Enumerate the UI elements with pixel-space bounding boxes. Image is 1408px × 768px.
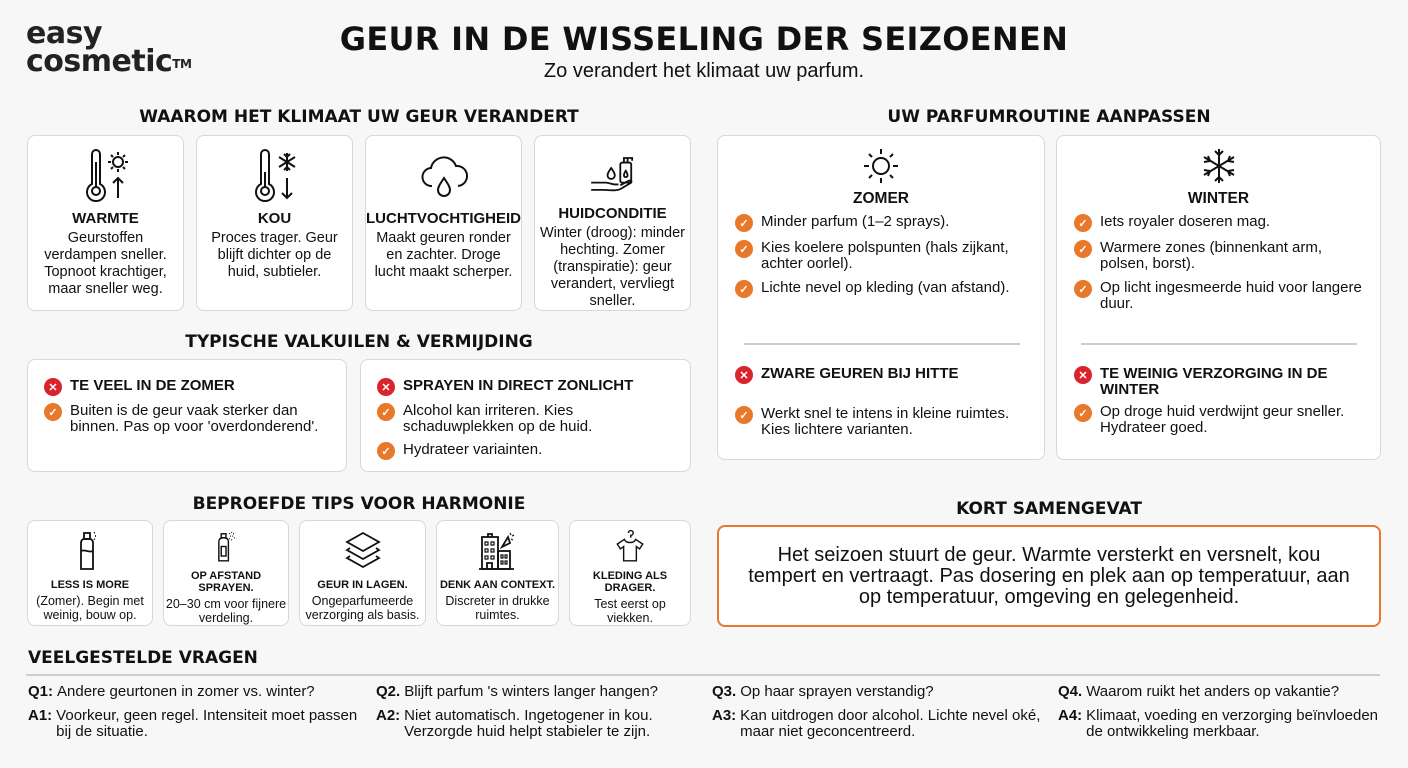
faq-divider <box>26 674 1380 676</box>
season-solution <box>735 406 1028 438</box>
why-card-heading: WARMTE <box>72 210 139 227</box>
why-section-title: WAAROM HET KLIMAAT UW GEUR VERANDERT <box>139 107 579 127</box>
tip-heading: LESS IS MORE <box>50 579 130 591</box>
season-tip-text: Minder parfum (1–2 sprays). <box>761 213 950 230</box>
season-tip-text: Warmere zones (binnenkant arm, polsen, borst). <box>1100 239 1323 272</box>
pitfall-problem <box>377 378 674 396</box>
season-tip-text: Lichte nevel op kleding (van afstand). <box>761 279 1010 296</box>
x-circle-icon: ✕ <box>1074 366 1092 384</box>
pitfall-solution-text: Buiten is de geur vaak sterker dan binnen. Pas op voor 'overdonderend'. <box>70 402 319 435</box>
check-circle-icon: ✓ <box>1074 214 1092 232</box>
tip-text: 20–30 cm voor fijnere verdeling. <box>165 597 287 625</box>
faq-a-label: A2: <box>376 707 401 724</box>
faq-q-label: Q1: <box>28 683 54 700</box>
check-circle-icon: ✓ <box>1074 240 1092 258</box>
season-tip <box>735 280 1028 298</box>
routine-section-title: UW PARFUMROUTINE AANPASSEN <box>887 107 1211 127</box>
check-circle-icon: ✓ <box>1074 280 1092 298</box>
why-card-heading: HUIDCONDITIE <box>558 205 667 222</box>
tip-card-geur-in-lagen <box>299 520 426 626</box>
why-card-text: Proces trager. Geur blijft dichter op de huid, subtieler. <box>211 230 338 280</box>
why-card-text: Geurstoffen verdampen sneller. Topnoot krachtiger, maar sneller weg. <box>44 230 167 297</box>
season-tip <box>1074 214 1366 232</box>
season-header <box>718 146 1044 208</box>
season-card-winter <box>1056 135 1381 460</box>
faq-question: Andere geurtonen in zomer vs. winter? <box>57 683 315 700</box>
pitfall-solution-text: Hydrateer variainten. <box>403 441 543 458</box>
check-circle-icon: ✓ <box>735 280 753 298</box>
faq-item-1 <box>28 684 364 740</box>
faq-a-label: A4: <box>1058 707 1083 724</box>
season-divider <box>1081 343 1357 345</box>
layers-icon <box>341 529 385 573</box>
check-circle-icon: ✓ <box>735 214 753 232</box>
sun-icon <box>861 146 901 186</box>
season-solution <box>1074 404 1366 436</box>
season-solution-text: Op droge huid verdwijnt geur sneller. Hydrateer goed. <box>1100 403 1345 436</box>
pitfall-solution <box>377 442 674 460</box>
x-circle-icon: ✕ <box>377 378 395 396</box>
check-circle-icon: ✓ <box>377 442 395 460</box>
season-name: ZOMER <box>853 190 909 207</box>
faq-question: Op haar sprayen verstandig? <box>740 683 934 700</box>
why-card-text: Winter (droog): minder hechting. Zomer (transpiratie): geur verandert, vervliegt sneller. <box>539 225 686 309</box>
pitfall-solution <box>377 403 674 435</box>
tip-card-kleding <box>569 520 691 626</box>
check-circle-icon: ✓ <box>735 240 753 258</box>
hand-lotion-icon <box>585 148 641 199</box>
pitfall-solution <box>44 403 330 435</box>
faq-item-2 <box>376 684 676 740</box>
pitfall-solution-text: Alcohol kan irriteren. Kies schaduwplekken op de huid. <box>403 402 593 435</box>
pitfalls-section-title: TYPISCHE VALKUILEN & VERMIJDING <box>185 332 533 352</box>
faq-answer: Klimaat, voeding en verzorging beïnvloeden de ontwikkeling merkbaar. <box>1086 707 1379 740</box>
why-card-heading: LUCHTVOCHTIGHEID <box>366 210 521 227</box>
brand-line2: cosmetic <box>26 44 173 79</box>
buildings-party-icon <box>476 529 520 573</box>
pitfall-card-sunlight <box>360 359 691 472</box>
faq-a-label: A3: <box>712 707 737 724</box>
why-card-text: Maakt geuren ronder en zachter. Droge lucht maakt scherper. <box>374 230 513 280</box>
season-tip <box>1074 280 1366 312</box>
season-tip-text: Iets royaler doseren mag. <box>1100 213 1271 230</box>
season-name: WINTER <box>1187 190 1250 207</box>
x-circle-icon: ✕ <box>44 378 62 396</box>
check-circle-icon: ✓ <box>377 403 395 421</box>
tip-text: Ongeparfumeerde verzorging als basis. <box>305 594 420 622</box>
tip-card-context <box>436 520 559 626</box>
season-tip <box>1074 240 1366 272</box>
season-tip-text: Op licht ingesmeerde huid voor langere duur. <box>1100 279 1362 312</box>
tip-heading: GEUR IN LAGEN. <box>317 579 408 591</box>
page-title: GEUR IN DE WISSELING DER SEIZOENEN <box>339 20 1069 58</box>
check-circle-icon: ✓ <box>735 406 753 424</box>
season-card-zomer <box>717 135 1045 460</box>
why-card-warmte <box>27 135 184 311</box>
faq-answer: Niet automatisch. Ingetogener in kou. Verzorgde huid helpt stabieler te zijn. <box>404 707 653 740</box>
faq-item-3 <box>712 684 1048 740</box>
why-card-huidconditie <box>534 135 691 311</box>
season-problem <box>735 366 1028 384</box>
trademark: TM <box>172 57 192 71</box>
summary-title: KORT SAMENGEVAT <box>956 499 1142 519</box>
why-card-luchtvochtigheid <box>365 135 522 311</box>
season-tip <box>735 240 1028 272</box>
tip-text: Test eerst op viekken. <box>594 597 666 625</box>
pitfall-problem <box>44 378 330 396</box>
faq-question: Waarom ruikt het anders op vakantie? <box>1086 683 1340 700</box>
tip-text: Discreter in drukke ruimtes. <box>445 594 550 622</box>
tips-section-title: BEPROEFDE TIPS VOOR HARMONIE <box>192 494 526 514</box>
thermometer-sun-up-icon <box>78 148 134 204</box>
tip-heading: DENK AAN CONTEXT. <box>439 579 556 591</box>
faq-answer: Kan uitdrogen door alcohol. Lichte nevel oké, maar niet geconcentreerd. <box>740 707 1041 740</box>
check-circle-icon: ✓ <box>1074 404 1092 422</box>
season-divider <box>744 343 1020 345</box>
season-tip-text: Kies koelere polspunten (hals zijkant, achter oorlel). <box>761 239 1009 272</box>
faq-item-4 <box>1058 684 1388 740</box>
why-card-heading: KOU <box>257 210 292 227</box>
pitfall-problem-text: TE VEEL IN DE ZOMER <box>70 377 235 394</box>
faq-answer: Voorkeur, geen regel. Intensiteit moet passen bij de situatie. <box>56 707 358 740</box>
season-tip <box>735 214 1028 232</box>
page-subtitle: Zo verandert het klimaat uw parfum. <box>543 60 865 82</box>
faq-a-label: A1: <box>28 707 53 724</box>
faq-q-label: Q3. <box>712 683 737 700</box>
check-circle-icon: ✓ <box>44 403 62 421</box>
season-problem <box>1074 366 1366 398</box>
faq-q-label: Q4. <box>1058 683 1083 700</box>
cloud-drop-icon <box>416 148 472 204</box>
tip-card-less-is-more <box>27 520 153 626</box>
spray-can-icon <box>204 529 248 564</box>
x-circle-icon: ✕ <box>735 366 753 384</box>
season-header <box>1057 146 1380 208</box>
summary-text: Het seizoen stuurt de geur. Warmte versterkt en versnelt, kou tempert en vertraagt. Pas dosering en plek aan op temperatuur, aan op temperatuur, omgeving en gelegenheid. <box>748 543 1350 608</box>
thermometer-snow-down-icon <box>247 148 303 204</box>
brand-line1: easy <box>26 16 103 51</box>
tip-heading: OP AFSTAND SPRAYEN. <box>190 570 262 594</box>
season-problem-text: ZWARE GEUREN BIJ HITTE <box>761 365 959 382</box>
faq-title: VEELGESTELDE VRAGEN <box>28 648 258 668</box>
summary-box <box>717 525 1381 627</box>
pitfall-card-summer <box>27 359 347 472</box>
season-solution-text: Werkt snel te intens in kleine ruimtes. Kies lichtere varianten. <box>761 405 1010 438</box>
snowflake-icon <box>1199 146 1239 186</box>
faq-question: Blijft parfum 's winters langer hangen? <box>404 683 659 700</box>
why-card-kou <box>196 135 353 311</box>
shirt-hanger-icon <box>608 529 652 564</box>
tip-card-op-afstand <box>163 520 289 626</box>
tip-heading: KLEDING ALS DRAGER. <box>592 570 668 594</box>
tip-text: (Zomer). Begin met weinig, bouw op. <box>36 594 144 622</box>
faq-q-label: Q2. <box>376 683 401 700</box>
pitfall-problem-text: SPRAYEN IN DIRECT ZONLICHT <box>403 377 634 394</box>
season-problem-text: TE WEINIG VERZORGING IN DE WINTER <box>1100 365 1328 398</box>
spray-bottle-icon <box>68 529 112 573</box>
